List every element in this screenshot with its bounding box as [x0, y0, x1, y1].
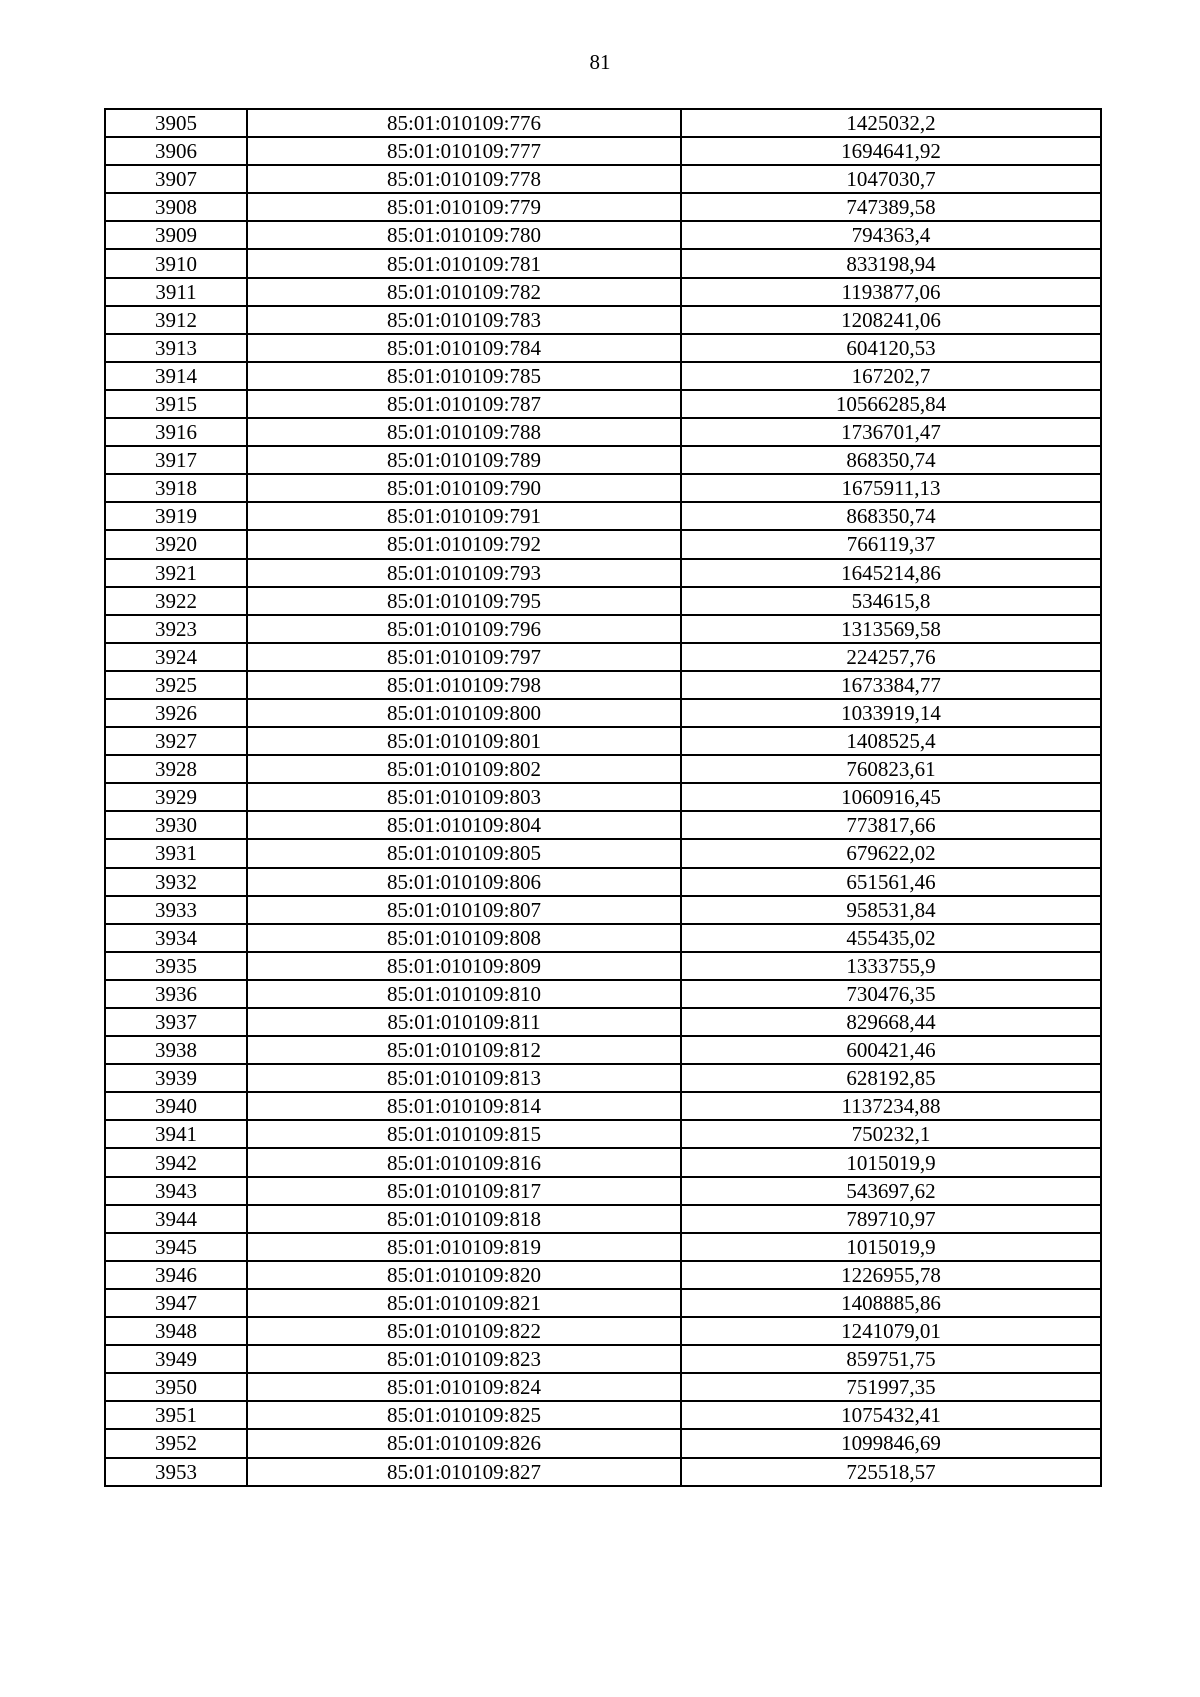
cadastral-value-cell: 1736701,47: [681, 418, 1101, 446]
row-number-cell: 3935: [105, 952, 247, 980]
table-row: [105, 699, 1101, 727]
cadastral-number-cell: 85:01:010109:793: [247, 559, 681, 587]
cadastral-value-cell: 829668,44: [681, 1008, 1101, 1036]
cadastral-number-cell: 85:01:010109:824: [247, 1373, 681, 1401]
cadastral-number-cell: 85:01:010109:798: [247, 671, 681, 699]
cadastral-value-cell: 534615,8: [681, 587, 1101, 615]
row-number-cell: 3950: [105, 1373, 247, 1401]
cadastral-value-cell: 10566285,84: [681, 390, 1101, 418]
table-body: [105, 109, 1101, 1486]
cadastral-value-cell: 1425032,2: [681, 109, 1101, 137]
table-row: [105, 896, 1101, 924]
table-row: [105, 615, 1101, 643]
table-row: [105, 868, 1101, 896]
cadastral-value-cell: 958531,84: [681, 896, 1101, 924]
row-number-cell: 3938: [105, 1036, 247, 1064]
cadastral-number-cell: 85:01:010109:814: [247, 1092, 681, 1120]
row-number-cell: 3922: [105, 587, 247, 615]
cadastral-number-cell: 85:01:010109:820: [247, 1261, 681, 1289]
cadastral-value-cell: 1075432,41: [681, 1401, 1101, 1429]
table-row: [105, 446, 1101, 474]
cadastral-value-cell: 1015019,9: [681, 1233, 1101, 1261]
cadastral-value-cell: 1675911,13: [681, 474, 1101, 502]
table-row: [105, 474, 1101, 502]
cadastral-number-cell: 85:01:010109:790: [247, 474, 681, 502]
table-row: [105, 1233, 1101, 1261]
cadastral-value-cell: 1673384,77: [681, 671, 1101, 699]
row-number-cell: 3936: [105, 980, 247, 1008]
cadastral-value-cell: 1099846,69: [681, 1429, 1101, 1457]
cadastral-number-cell: 85:01:010109:785: [247, 362, 681, 390]
table-row: [105, 530, 1101, 558]
cadastral-value-cell: 1313569,58: [681, 615, 1101, 643]
row-number-cell: 3927: [105, 727, 247, 755]
cadastral-value-cell: 1193877,06: [681, 278, 1101, 306]
cadastral-number-cell: 85:01:010109:811: [247, 1008, 681, 1036]
table-row: [105, 165, 1101, 193]
table-row: [105, 1373, 1101, 1401]
cadastral-number-cell: 85:01:010109:808: [247, 924, 681, 952]
table-row: [105, 278, 1101, 306]
row-number-cell: 3942: [105, 1148, 247, 1176]
cadastral-value-cell: 1645214,86: [681, 559, 1101, 587]
cadastral-value-cell: 543697,62: [681, 1177, 1101, 1205]
table-row: [105, 1064, 1101, 1092]
cadastral-number-cell: 85:01:010109:815: [247, 1120, 681, 1148]
cadastral-number-cell: 85:01:010109:788: [247, 418, 681, 446]
table-row: [105, 1289, 1101, 1317]
table-row: [105, 727, 1101, 755]
cadastral-number-cell: 85:01:010109:795: [247, 587, 681, 615]
cadastral-number-cell: 85:01:010109:825: [247, 1401, 681, 1429]
cadastral-number-cell: 85:01:010109:807: [247, 896, 681, 924]
table-row: [105, 1261, 1101, 1289]
row-number-cell: 3913: [105, 334, 247, 362]
cadastral-number-cell: 85:01:010109:812: [247, 1036, 681, 1064]
row-number-cell: 3925: [105, 671, 247, 699]
cadastral-value-cell: 868350,74: [681, 502, 1101, 530]
table-row: [105, 418, 1101, 446]
cadastral-value-cell: 1694641,92: [681, 137, 1101, 165]
cadastral-number-cell: 85:01:010109:819: [247, 1233, 681, 1261]
table-row: [105, 1429, 1101, 1457]
cadastral-value-cell: 1226955,78: [681, 1261, 1101, 1289]
table-row: [105, 109, 1101, 137]
cadastral-number-cell: 85:01:010109:805: [247, 839, 681, 867]
row-number-cell: 3917: [105, 446, 247, 474]
cadastral-number-cell: 85:01:010109:826: [247, 1429, 681, 1457]
cadastral-number-cell: 85:01:010109:801: [247, 727, 681, 755]
cadastral-value-cell: 760823,61: [681, 755, 1101, 783]
cadastral-number-cell: 85:01:010109:779: [247, 193, 681, 221]
cadastral-value-cell: 679622,02: [681, 839, 1101, 867]
table-row: [105, 306, 1101, 334]
table-row: [105, 952, 1101, 980]
cadastral-number-cell: 85:01:010109:776: [247, 109, 681, 137]
row-number-cell: 3919: [105, 502, 247, 530]
table-row: [105, 1177, 1101, 1205]
cadastral-value-cell: 651561,46: [681, 868, 1101, 896]
cadastral-number-cell: 85:01:010109:822: [247, 1317, 681, 1345]
cadastral-value-cell: 750232,1: [681, 1120, 1101, 1148]
cadastral-value-cell: 730476,35: [681, 980, 1101, 1008]
table-row: [105, 221, 1101, 249]
cadastral-value-cell: 1047030,7: [681, 165, 1101, 193]
cadastral-number-cell: 85:01:010109:787: [247, 390, 681, 418]
cadastral-value-cell: 1137234,88: [681, 1092, 1101, 1120]
row-number-cell: 3912: [105, 306, 247, 334]
cadastral-number-cell: 85:01:010109:781: [247, 249, 681, 277]
row-number-cell: 3949: [105, 1345, 247, 1373]
cadastral-number-cell: 85:01:010109:803: [247, 783, 681, 811]
table-row: [105, 811, 1101, 839]
cadastral-value-cell: 1060916,45: [681, 783, 1101, 811]
cadastral-value-cell: 604120,53: [681, 334, 1101, 362]
cadastral-number-cell: 85:01:010109:789: [247, 446, 681, 474]
cadastral-value-cell: 628192,85: [681, 1064, 1101, 1092]
cadastral-number-cell: 85:01:010109:827: [247, 1458, 681, 1486]
row-number-cell: 3911: [105, 278, 247, 306]
cadastral-value-table: [104, 108, 1102, 1487]
table-row: [105, 334, 1101, 362]
row-number-cell: 3944: [105, 1205, 247, 1233]
cadastral-number-cell: 85:01:010109:777: [247, 137, 681, 165]
row-number-cell: 3910: [105, 249, 247, 277]
cadastral-number-cell: 85:01:010109:821: [247, 1289, 681, 1317]
cadastral-value-cell: 167202,7: [681, 362, 1101, 390]
row-number-cell: 3908: [105, 193, 247, 221]
row-number-cell: 3952: [105, 1429, 247, 1457]
table-row: [105, 643, 1101, 671]
row-number-cell: 3932: [105, 868, 247, 896]
cadastral-number-cell: 85:01:010109:810: [247, 980, 681, 1008]
row-number-cell: 3946: [105, 1261, 247, 1289]
row-number-cell: 3937: [105, 1008, 247, 1036]
cadastral-value-cell: 1033919,14: [681, 699, 1101, 727]
cadastral-value-cell: 833198,94: [681, 249, 1101, 277]
cadastral-number-cell: 85:01:010109:816: [247, 1148, 681, 1176]
row-number-cell: 3933: [105, 896, 247, 924]
row-number-cell: 3931: [105, 839, 247, 867]
row-number-cell: 3920: [105, 530, 247, 558]
cadastral-number-cell: 85:01:010109:806: [247, 868, 681, 896]
cadastral-value-cell: 1333755,9: [681, 952, 1101, 980]
cadastral-number-cell: 85:01:010109:792: [247, 530, 681, 558]
row-number-cell: 3916: [105, 418, 247, 446]
cadastral-number-cell: 85:01:010109:791: [247, 502, 681, 530]
cadastral-number-cell: 85:01:010109:800: [247, 699, 681, 727]
cadastral-number-cell: 85:01:010109:797: [247, 643, 681, 671]
table-row: [105, 839, 1101, 867]
table-row: [105, 249, 1101, 277]
row-number-cell: 3924: [105, 643, 247, 671]
row-number-cell: 3929: [105, 783, 247, 811]
table-row: [105, 137, 1101, 165]
row-number-cell: 3953: [105, 1458, 247, 1486]
row-number-cell: 3907: [105, 165, 247, 193]
table-row: [105, 1092, 1101, 1120]
table-row: [105, 755, 1101, 783]
cadastral-number-cell: 85:01:010109:818: [247, 1205, 681, 1233]
row-number-cell: 3928: [105, 755, 247, 783]
table-row: [105, 671, 1101, 699]
cadastral-value-cell: 766119,37: [681, 530, 1101, 558]
cadastral-value-cell: 751997,35: [681, 1373, 1101, 1401]
cadastral-number-cell: 85:01:010109:778: [247, 165, 681, 193]
table-row: [105, 362, 1101, 390]
cadastral-value-cell: 773817,66: [681, 811, 1101, 839]
cadastral-number-cell: 85:01:010109:809: [247, 952, 681, 980]
table-row: [105, 1205, 1101, 1233]
cadastral-value-cell: 789710,97: [681, 1205, 1101, 1233]
cadastral-value-cell: 868350,74: [681, 446, 1101, 474]
row-number-cell: 3945: [105, 1233, 247, 1261]
row-number-cell: 3905: [105, 109, 247, 137]
cadastral-number-cell: 85:01:010109:802: [247, 755, 681, 783]
table-row: [105, 587, 1101, 615]
cadastral-number-cell: 85:01:010109:804: [247, 811, 681, 839]
cadastral-value-cell: 1241079,01: [681, 1317, 1101, 1345]
cadastral-value-cell: 1208241,06: [681, 306, 1101, 334]
page-number: 81: [589, 50, 611, 74]
cadastral-number-cell: 85:01:010109:784: [247, 334, 681, 362]
row-number-cell: 3951: [105, 1401, 247, 1429]
row-number-cell: 3915: [105, 390, 247, 418]
table-row: [105, 193, 1101, 221]
cadastral-number-cell: 85:01:010109:817: [247, 1177, 681, 1205]
cadastral-value-cell: 859751,75: [681, 1345, 1101, 1373]
cadastral-value-cell: 600421,46: [681, 1036, 1101, 1064]
row-number-cell: 3926: [105, 699, 247, 727]
cadastral-number-cell: 85:01:010109:823: [247, 1345, 681, 1373]
table-row: [105, 924, 1101, 952]
cadastral-number-cell: 85:01:010109:813: [247, 1064, 681, 1092]
table-row: [105, 1008, 1101, 1036]
cadastral-value-cell: 1408525,4: [681, 727, 1101, 755]
cadastral-number-cell: 85:01:010109:783: [247, 306, 681, 334]
cadastral-value-cell: 1015019,9: [681, 1148, 1101, 1176]
table-row: [105, 980, 1101, 1008]
table-row: [105, 783, 1101, 811]
row-number-cell: 3940: [105, 1092, 247, 1120]
cadastral-value-cell: 455435,02: [681, 924, 1101, 952]
row-number-cell: 3943: [105, 1177, 247, 1205]
cadastral-number-cell: 85:01:010109:782: [247, 278, 681, 306]
row-number-cell: 3930: [105, 811, 247, 839]
row-number-cell: 3914: [105, 362, 247, 390]
cadastral-value-cell: 224257,76: [681, 643, 1101, 671]
table-row: [105, 1401, 1101, 1429]
cadastral-value-cell: 1408885,86: [681, 1289, 1101, 1317]
cadastral-number-cell: 85:01:010109:780: [247, 221, 681, 249]
table-row: [105, 1148, 1101, 1176]
row-number-cell: 3918: [105, 474, 247, 502]
row-number-cell: 3923: [105, 615, 247, 643]
cadastral-value-cell: 725518,57: [681, 1458, 1101, 1486]
table-row: [105, 1345, 1101, 1373]
table-row: [105, 390, 1101, 418]
row-number-cell: 3921: [105, 559, 247, 587]
table-row: [105, 1120, 1101, 1148]
row-number-cell: 3941: [105, 1120, 247, 1148]
cadastral-number-cell: 85:01:010109:796: [247, 615, 681, 643]
row-number-cell: 3909: [105, 221, 247, 249]
row-number-cell: 3934: [105, 924, 247, 952]
cadastral-value-cell: 794363,4: [681, 221, 1101, 249]
table-row: [105, 559, 1101, 587]
row-number-cell: 3906: [105, 137, 247, 165]
table-row: [105, 1317, 1101, 1345]
table-row: [105, 502, 1101, 530]
row-number-cell: 3948: [105, 1317, 247, 1345]
table-row: [105, 1458, 1101, 1486]
table-row: [105, 1036, 1101, 1064]
row-number-cell: 3947: [105, 1289, 247, 1317]
cadastral-value-cell: 747389,58: [681, 193, 1101, 221]
row-number-cell: 3939: [105, 1064, 247, 1092]
